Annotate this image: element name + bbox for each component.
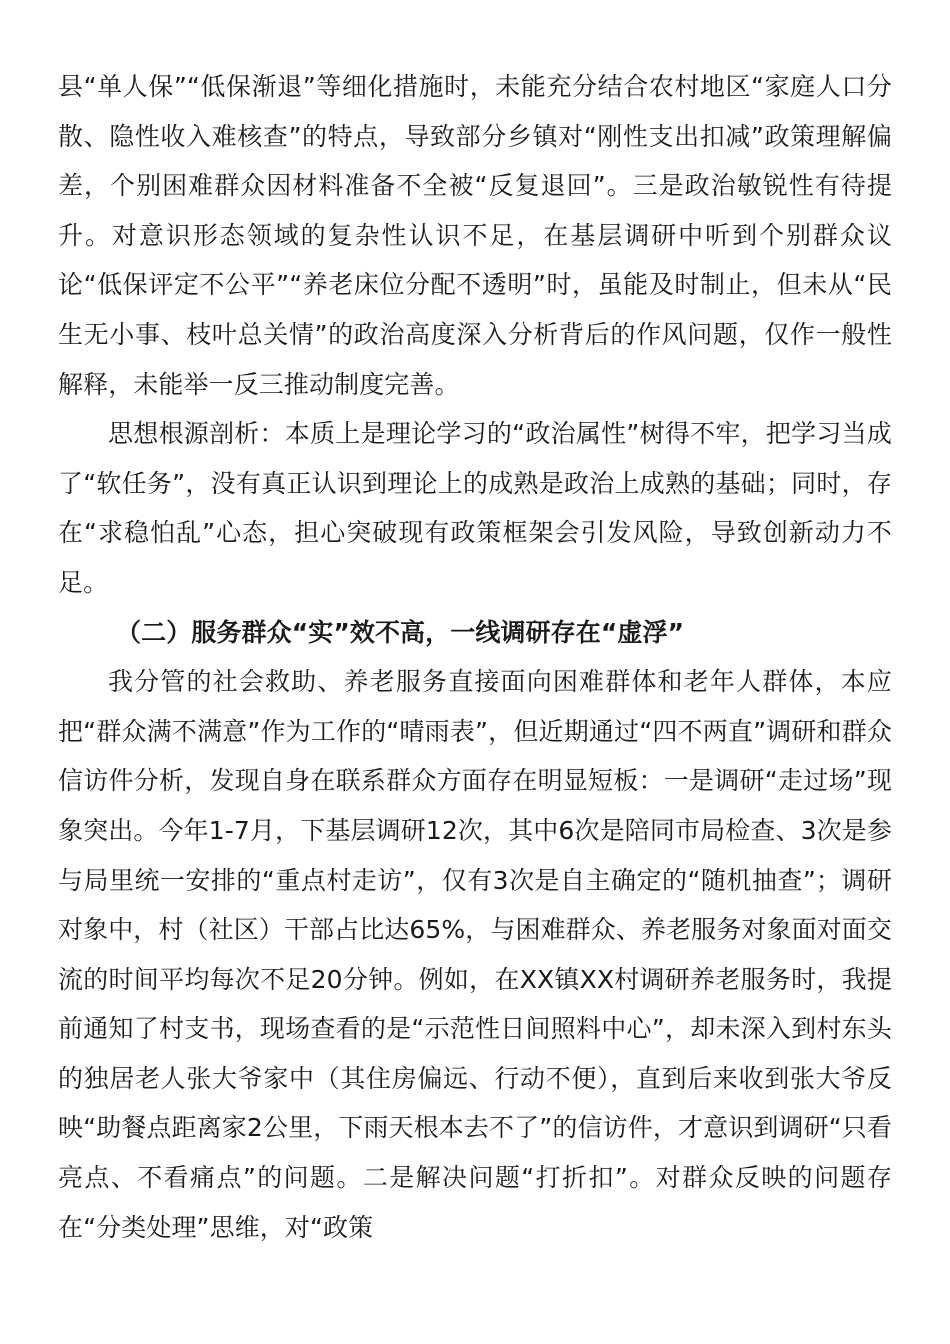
document-body bbox=[58, 62, 892, 1252]
paragraph-root-cause-analysis: 思想根源剖析：本质上是理论学习的“政治属性”树得不牢，把学习当成了“软任务”，没有真正认识到理论上的成熟是政治上成熟的基础；同时，存在“求稳怕乱”心态，担心突破现有政策框架会引发风险，导致创新动力不足。 bbox=[58, 419, 892, 597]
section-heading: （二）服务群众“实”效不高，一线调研存在“虚浮” bbox=[116, 617, 685, 647]
paragraph-continuation: 县“单人保”“低保渐退”等细化措施时，未能充分结合农村地区“家庭人口分散、隐性收入难核查”的特点，导致部分乡镇对“刚性支出扣减”政策理解偏差，个别困难群众因材料准备不全被“反复退回”。三是政治敏锐性有待提升。对意识形态领域的复杂性认识不足，在基层调研中听到个别群众议论“低保评定不公平”“养老床位分配不透明”时，虽能及时制止，但未从“民生无小事、枝叶总关情”的政治高度深入分析背后的作风问题，仅作一般性解释，未能举一反三推动制度完善。 bbox=[58, 72, 892, 399]
paragraph-service-issues: 我分管的社会救助、养老服务直接面向困难群体和老年人群体，本应把“群众满不满意”作为工作的“晴雨表”，但近期通过“四不两直”调研和群众信访件分析，发现自身在联系群众方面存在明显短板：一是调研“走过场”现象突出。今年1-7月，下基层调研12次，其中6次是陪同市局检查、3次是参与局里统一安排的“重点村走访”，仅有3次是自主确定的“随机抽查”；调研对象中，村（社区）干部占比达65%，与困难群众、养老服务对象面对面交流的时间平均每次不足20分钟。例如，在XX镇XX村调研养老服务时，我提前通知了村支书，现场查看的是“示范性日间照料中心”，却未深入到村东头的独居老人张大爷家中（其住房偏远、行动不便），直到后来收到张大爷反映“助餐点距离家2公里，下雨天根本去不了”的信访件，才意识到调研“只看亮点、不看痛点”的问题。二是解决问题“打折扣”。对群众反映的问题存在“分类处理”思维，对“政策 bbox=[58, 667, 892, 1242]
